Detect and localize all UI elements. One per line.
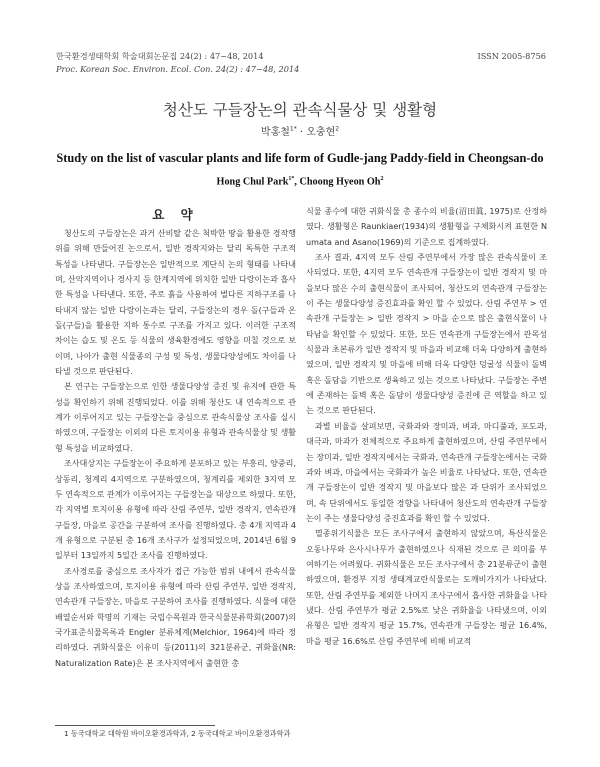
- body-paragraph: 청산도의 구들장논은 과거 산비탈 같은 척박한 땅을 활용한 경작행위를 위해 만들어진 논으로서, 일반 경작지와는 달리 독특한 구조적 특성을 나타낸다. 구들장논은 일반적으로 계단식 논의 형태를 나타내며, 산악지역이나 경사지 등 한계지역에 위치한 일반 다랑이논과 흡사한 특성을 나타낸다. 또한, 주로 흙을 사용하여 벌다른 지하구조를 나타내지 않는 일반 다랑이논과는 달리, 구들장논의 경우 돌(구들과 온돌(구들)을 활용한 지하 통수로 구조를 가지고 있다. 이러한 구조적 차이는 습도 및 온도 등 식물의 생육환경에도 영향을 미칠 것으로 보이며, 나아가 출현 식물종의 구성 및 특성, 생물다양성에도 차이를 나타낼 것으로 판단된다.: [55, 229, 296, 377]
- body-paragraph: 조사대상지는 구들장논이 주요하게 분포하고 있는 부흥리, 양중리, 상동리, 청계리 4지역으로 구분하였으며, 청계리를 제외한 3지역 모두 연속적으로 관계가 이루어지는 구들장논을 대상으로 하였다. 또한, 각 지역별 토지이용 유형에 따라 산림 주연부, 일반 경작지, 연속관개 구들장, 마을로 공간을 구분하여 조사를 진행하였다. 총 4개 지역과 4개 유형으로 구분된 총 16개 조사구가 설정되었으며, 2014년 6월 9일부터 13일까지 5일간 조사를 진행하였다.: [55, 459, 296, 561]
- paper-title-korean: 청산도 구들장논의 관속식물상 및 생활형: [162, 101, 438, 119]
- body-paragraph: 본 연구는 구들장논으로 인한 생물다양성 증진 및 유지에 관한 특성을 확인하기 위해 진행되었다. 이를 위해 청산도 내 연속적으로 관계가 이루어지고 있는 구들장논을 중심으로 관속식물상 조사를 실시하였으며, 구들장논 이외의 다른 토지이용 유형과 관속식물상 및 생활형 특성을 비교하였다.: [55, 382, 296, 453]
- paper-title-english: Study on the list of vascular plants and life form of Gudle-jang Paddy-field in Cheongsan-do: [56, 151, 544, 165]
- author-name: 오충현: [306, 127, 336, 138]
- author-separator: ,: [294, 176, 300, 188]
- author-name: Choong Hyeon Oh: [299, 176, 381, 188]
- body-column-left: [55, 204, 296, 671]
- journal-citation-english: Proc. Korean Soc. Environ. Ecol. Con. 24(2) : 47~48, 2014: [56, 64, 300, 74]
- issn: ISSN 2005-8756: [477, 51, 546, 61]
- author-affiliation-mark: 1*: [289, 125, 297, 133]
- author-affiliation-mark: 2: [380, 176, 384, 182]
- author-affiliation-mark: 1*: [288, 176, 295, 182]
- body-paragraph: 조사 결과, 4지역 모두 산림 주연부에서 가장 많은 관속식물이 조사되었다. 또한, 4지역 모두 연속관개 구들장논이 일반 경작지 및 마을보다 많은 수의 출현식물이 조사되어, 청산도의 연속관개 구들장논이 주는 생물다양성 증진효과를 확인 할 수 있었다. 산림 주연부 > 연속관개 구들장논 > 일반 경작지 > 마을 순으로 많은 출현식물이 나타남을 확인할 수 있었다. 또한, 모든 연속관개 구들장논에서 관목성 식물과 초본류가 일반 경작지 및 마을과 비교해 더욱 다양하게 출현하였으며, 일반 경작지 및 마을에 비해 더욱 다양한 덩굴성 식물이 돌벽 혹은 돌담을 기반으로 생육하고 있는 것으로 나타났다. 구들장논 주변에 존재하는 돌벽 혹은 돌담이 생물다양성 증진에 큰 역할을 하고 있는 것으로 판단된다.: [306, 253, 547, 416]
- body-paragraph: 과별 비율을 살펴보면, 국화과와 장미과, 벼과, 마디풀과, 포도과, 대극과, 마과가 전체적으로 주요하게 출현하였으며, 산림 주연부에서는 장미과, 일반 경작지에서는 국화과, 연속관개 구들장논에서는 국화과와 벼과, 마을에서는 국화과가 높은 비율로 나타났다. 또한, 연속관개 구들장논이 일반 경작지 및 마을보다 많은 과 단위가 조사되었으며, 속 단위에서도 동일한 경향을 나타내어 청산도의 연속관개 구들장논이 주는 생물다양성 증진효과를 확인 할 수 있었다.: [306, 421, 547, 523]
- body-paragraph: 식물 종수에 대한 귀화식물 총 종수의 비율(沼田眞, 1975)로 산정하였다. 생활형은 Raunkiaer(1934)의 생활형을 구체화시켜 표현한 Numata and Asano(1969)의 기준으로 집계하였다.: [306, 207, 547, 247]
- author-separator: ·: [296, 127, 307, 138]
- running-header: [56, 50, 546, 76]
- abstract-heading: 요 약: [152, 207, 199, 222]
- author-list-korean: [0, 123, 600, 138]
- author-list-english: [0, 176, 600, 187]
- footnote-divider: [55, 725, 215, 726]
- author-name: 박홍철: [260, 127, 290, 138]
- journal-citation-korean: 한국환경생태학회 학술대회논문집 24(2) : 47~48, 2014: [56, 51, 264, 61]
- author-affiliation-mark: 2: [335, 125, 340, 133]
- body-column-right: [306, 204, 547, 649]
- body-paragraph: 멸종위기식물은 모든 조사구에서 출현하지 않았으며, 특산식물은 오동나무와 은사시나무가 출현하였으나 식재된 것으로 큰 의미를 부여하기는 어려웠다. 귀화식물은 모든 조사구에서 총 21분류군이 출현하였으며, 환경부 지정 생태계교란식물로는 도깨비가지가 나타났다. 또한, 산림 주연부를 제외한 나머지 조사구에서 흡사한 귀화율을 나타냈다. 산림 주연부가 평균 2.5%로 낮은 귀화율을 나타냈으며, 이외 유형은 일반 경작지 평균 15.7%, 연속관개 구들장논 평균 16.4%, 마을 평균 16.6%로 산림 주연부에 비해 비교적: [306, 529, 547, 646]
- author-name: Hong Chul Park: [216, 176, 289, 188]
- affiliation-footnote: 1 동국대학교 대학원 바이오환경과학과, 2 동국대학교 바이오환경과학과: [64, 729, 291, 738]
- body-paragraph: 조사경로를 중심으로 조사자가 접근 가능한 범위 내에서 관속식물상을 조사하였으며, 토지이용 유형에 따라 산림 주연부, 일반 경작지, 연속관개 구들장논, 마을로 구분하여 조사를 진행하였다. 식물에 대한 배열순서와 학명의 기재는 국립수목원과 한국식물분류학회(2007)의 국가표준식물목록과 Engler 분류체계(Melchior, 1964)에 따라 정리하였다. 귀화식물은 이유미 등(2011)의 321분류군, 귀화율(NR: Naturalization Rate)은 본 조사지역에서 출현한 총: [55, 566, 296, 668]
